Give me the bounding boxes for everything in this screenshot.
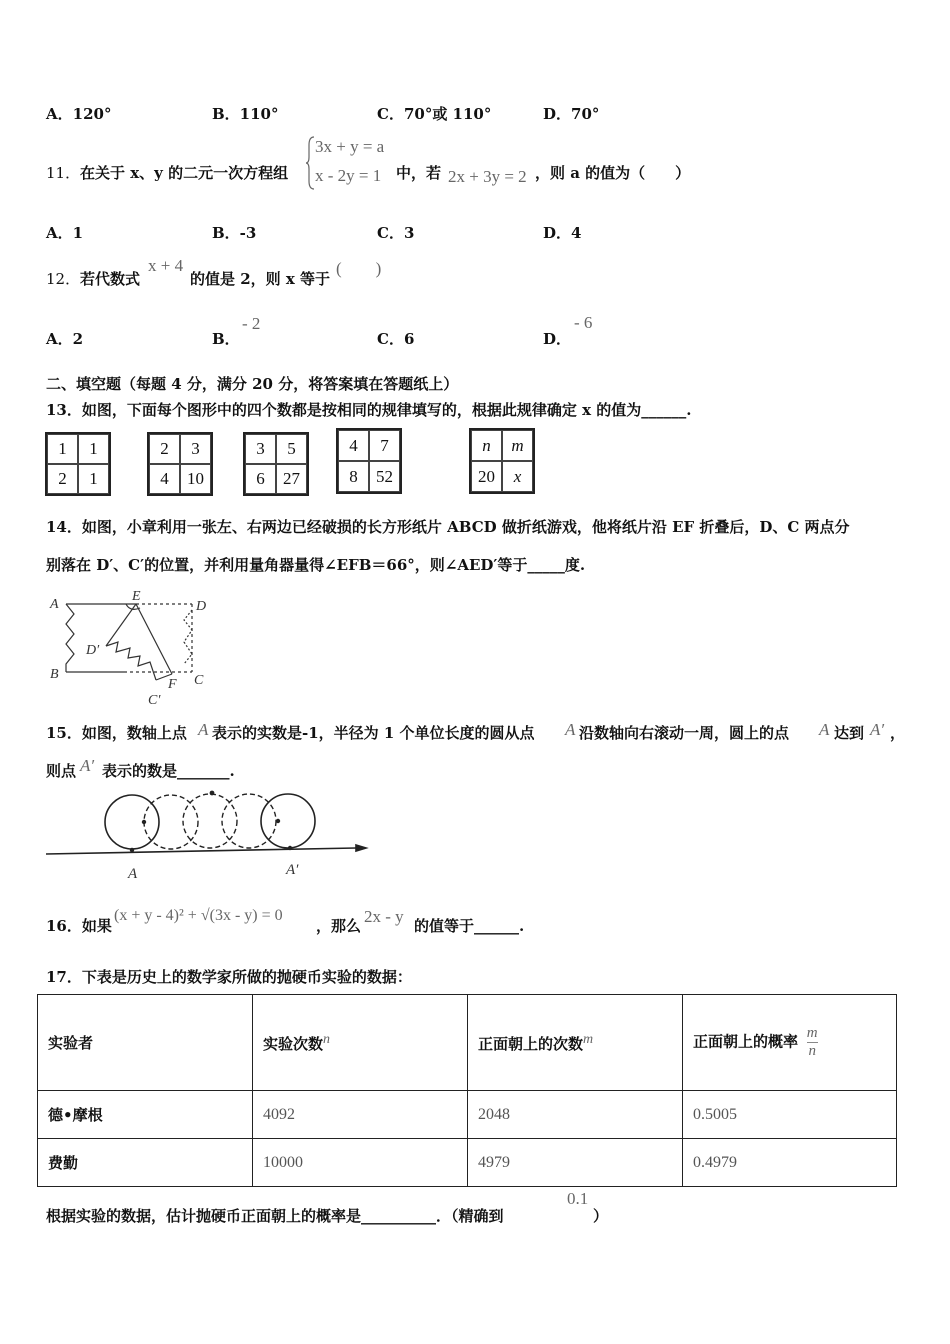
q15-figure	[44, 788, 374, 884]
grid-cell: 1	[78, 464, 109, 494]
grid-cell: n	[471, 430, 502, 461]
grid-cell: 5	[276, 434, 307, 464]
fig-label-a: A	[128, 866, 138, 882]
q12-option-d: D．	[543, 330, 572, 348]
q11-option-d: D．4	[543, 224, 582, 242]
header-cell: 实验次数$^n$	[253, 995, 468, 1091]
q17-text: 17．下表是历史上的数学家所做的抛硬币实验的数据：	[46, 968, 412, 986]
q10-option-a: A．120°	[46, 105, 112, 123]
table-cell: 费勤	[38, 1139, 253, 1187]
header-cell: 正面朝上的概率 $\frac{m}{n}$	[683, 995, 897, 1091]
q15-text-2b: 表示的数是_______.	[102, 762, 235, 780]
q15-point-a-prime: A′	[870, 720, 885, 739]
q11-number: 11．	[46, 164, 81, 182]
q17-footer-value: 0.1	[567, 1189, 589, 1208]
grid-cell: 6	[245, 464, 276, 494]
q10-option-c: C．70°或 110°	[377, 105, 492, 123]
q11-text: 在关于 x、y 的二元一次方程组	[80, 164, 289, 182]
table-cell: 德•摩根	[38, 1091, 253, 1139]
q12-expression: x + 4	[148, 256, 184, 275]
q11-condition: 2x + 3y = 2	[448, 167, 527, 186]
q11-text3: ，则 a 的值为（ ）	[535, 164, 691, 182]
fig-label-a-prime: A′	[286, 862, 299, 878]
q15-text-1a: 15．如图，数轴上点	[46, 724, 187, 742]
q14-text-line2: 别落在 D′、C′的位置，并利用量角器量得∠EFB＝66°，则∠AED′等于_____度.	[46, 556, 586, 574]
q16-text2: ，那么	[316, 917, 362, 935]
q15-point-a-2: A	[565, 720, 576, 739]
label-d: D	[196, 599, 207, 614]
label-f: F	[168, 677, 177, 692]
q12-option-a: A．2	[46, 330, 84, 348]
grid-cell: 4	[338, 430, 369, 461]
q16-text3: 的值等于______.	[414, 917, 525, 935]
q17-footer: 根据实验的数据，估计抛硬币正面朝上的概率是__________．（精确到	[46, 1207, 504, 1225]
table-row	[38, 1091, 897, 1139]
q11-option-a: A．1	[46, 224, 84, 242]
label-e: E	[132, 590, 141, 604]
q12-option-b-value: - 2	[242, 314, 261, 333]
q15-text-1c: 沿数轴向右滚动一周，圆上的点	[579, 724, 790, 742]
q15-point-a: A	[198, 720, 209, 739]
q10-option-d: D．70°	[543, 105, 600, 123]
grid-cell: 3	[245, 434, 276, 464]
q13-grid-4	[336, 428, 402, 494]
label-b: B	[50, 667, 59, 682]
grid-cell: 7	[369, 430, 400, 461]
fraction-m-n: $\frac{m}{n}$	[806, 1025, 818, 1059]
header-cell: 正面朝上的次数$^m$	[468, 995, 683, 1091]
q11-option-b: B．-3	[212, 224, 257, 242]
table-cell: 4979	[468, 1139, 683, 1187]
grid-cell: 4	[149, 464, 180, 494]
q10-option-b: B．110°	[212, 105, 279, 123]
table-cell: 4092	[253, 1091, 468, 1139]
q12-option-b: B．	[212, 330, 240, 348]
table-cell: 0.4979	[683, 1139, 897, 1187]
grid-cell: x	[502, 461, 533, 492]
section-heading: 二、填空题（每题 4 分，满分 20 分，将答案填在答题纸上）	[46, 375, 459, 393]
q13-grid-1	[45, 432, 111, 496]
grid-cell: m	[502, 430, 533, 461]
label-c-prime: C′	[148, 693, 161, 708]
label-a: A	[50, 597, 59, 612]
q13-text: 13．如图，下面每个图形中的四个数都是按相同的规律填写的，根据此规律确定 x 的值为______.	[46, 401, 692, 419]
symbol-m: m	[583, 1031, 594, 1047]
grid-cell: 8	[338, 461, 369, 492]
q16-text1: 16．如果	[46, 917, 112, 935]
q14-text-line1: 14．如图，小章利用一张左、右两边已经破损的长方形纸片 ABCD 做折纸游戏，他将纸片沿 EF 折叠后，D、C 两点分	[46, 518, 850, 536]
probability-table	[37, 994, 897, 1187]
grid-cell: 10	[180, 464, 211, 494]
q11-eq1: 3x + y = a	[315, 137, 385, 156]
grid-cell: 1	[78, 434, 109, 464]
header-cell: 实验者	[38, 995, 253, 1091]
q13-grid-3	[243, 432, 309, 496]
q11-option-c: C．3	[377, 224, 415, 242]
q16-expression: (x + y - 4)² + √(3x - y) = 0	[114, 907, 283, 924]
q15-text-1e: ，	[890, 724, 906, 742]
q15-text-2a: 则点	[46, 762, 77, 780]
q16-expression-2: 2x - y	[364, 907, 404, 926]
q11-eq2: x - 2y = 1	[315, 166, 382, 185]
table-row	[38, 1139, 897, 1187]
grid-cell: 52	[369, 461, 400, 492]
q15-point-a-prime-2: A′	[80, 756, 95, 775]
grid-cell: 3	[180, 434, 211, 464]
q13-grid-2	[147, 432, 213, 496]
table-cell: 10000	[253, 1139, 468, 1187]
label-d-prime: D′	[86, 643, 100, 658]
grid-cell: 1	[47, 434, 78, 464]
grid-cell: 20	[471, 461, 502, 492]
grid-cell: 2	[47, 464, 78, 494]
label-c: C	[194, 673, 204, 688]
table-cell: 0.5005	[683, 1091, 897, 1139]
q15-text-1b: 表示的实数是-1，半径为 1 个单位长度的圆从点	[212, 724, 535, 742]
grid-cell: 2	[149, 434, 180, 464]
q12-paren: ( )	[336, 259, 382, 278]
symbol-n: n	[323, 1031, 331, 1047]
q15-text-1d: 达到	[834, 724, 865, 742]
q12-text2: 的值是 2，则 x 等于	[190, 270, 331, 288]
q12-number: 12．	[46, 270, 81, 288]
q11-text2: 中，若	[396, 164, 442, 182]
q15-point-a-3: A	[819, 720, 830, 739]
q12-option-d-value: - 6	[574, 313, 593, 332]
q17-footer-end: ）	[593, 1207, 609, 1225]
q14-figure	[44, 590, 224, 710]
q13-grid-5	[469, 428, 535, 494]
q12-option-c: C．6	[377, 330, 415, 348]
q12-text: 若代数式	[80, 270, 141, 288]
grid-cell: 27	[276, 464, 307, 494]
table-cell: 2048	[468, 1091, 683, 1139]
table-header-row	[38, 995, 897, 1091]
